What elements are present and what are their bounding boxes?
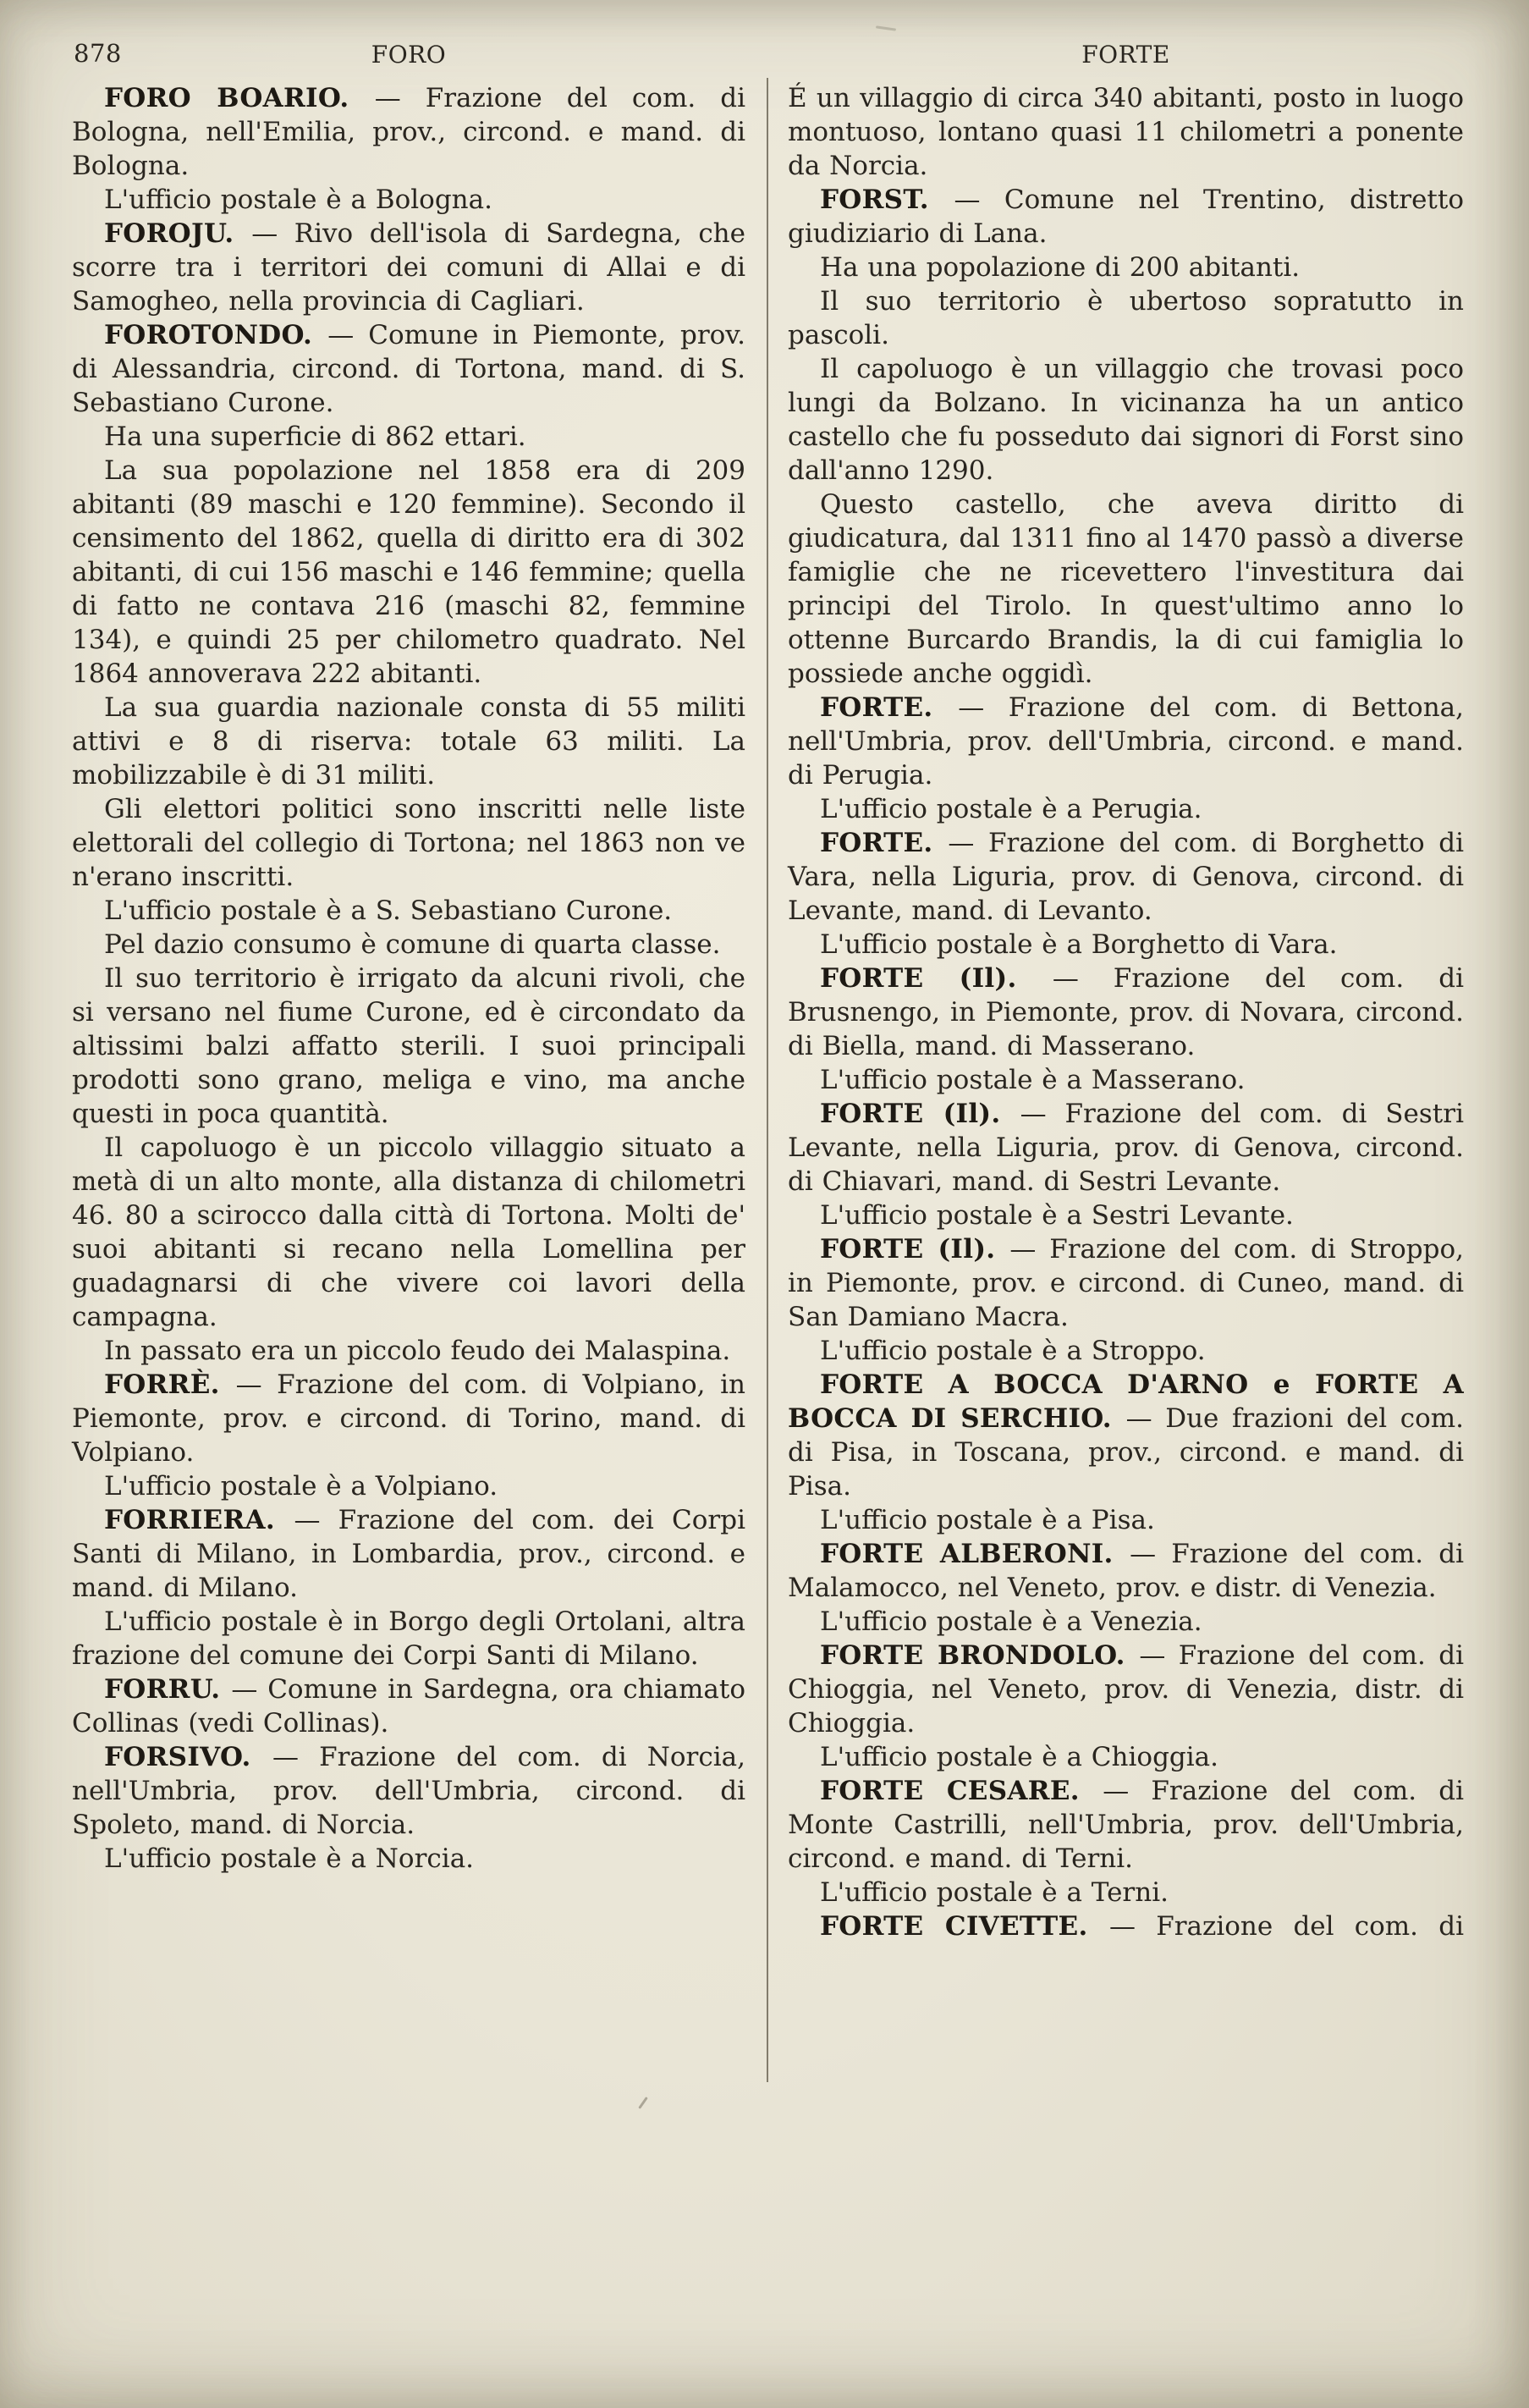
entry-headword: FORTE (Il).: [820, 1234, 1010, 1265]
column-rule: [767, 78, 768, 2082]
entry-paragraph: FORTE (Il). — Frazione del com. di Brusnengo, in Piemonte, prov. di Novara, circond. di Biella, mand. di Masserano.: [788, 963, 1464, 1061]
text-paragraph: In passato era un piccolo feudo dei Malaspina.: [104, 1336, 731, 1366]
text-paragraph: L'ufficio postale è a Masserano.: [820, 1065, 1246, 1095]
entry-headword: FORRÈ.: [104, 1369, 236, 1400]
entry-paragraph: FORTE. — Frazione del com. di Borghetto di Vara, nella Liguria, prov. di Genova, circond. di Levante, mand. di Levanto.: [788, 828, 1464, 926]
running-head-left: FORO: [371, 41, 447, 69]
text-paragraph: Gli elettori politici sono inscritti nelle liste elettorali del collegio di Tortona; nel 1863 non ve n'erano inscritti.: [72, 794, 745, 892]
entry-headword: FORTE A BOCCA D'ARNO e FORTE A BOCCA DI SERCHIO.: [788, 1369, 1464, 1434]
entry-paragraph: FORTE A BOCCA D'ARNO e FORTE A BOCCA DI SERCHIO. — Due frazioni del com. di Pisa, in Toscana, prov., circond. e mand. di Pisa.: [788, 1369, 1465, 1502]
entry-paragraph: FORTE ALBERONI. — Frazione del com. di Malamocco, nel Veneto, prov. e distr. di Venezia.: [788, 1539, 1464, 1603]
running-header: [72, 39, 1464, 71]
entry-paragraph: FORST. — Comune nel Trentino, distretto giudiziario di Lana.: [788, 185, 1465, 249]
text-paragraph: L'ufficio postale è a Pisa.: [820, 1505, 1155, 1535]
entry-paragraph: FORTE. — Frazione del com. di Bettona, nell'Umbria, prov. dell'Umbria, circond. e mand. di Perugia.: [788, 692, 1464, 791]
text-paragraph: La sua guardia nazionale consta di 55 militi attivi e 8 di riserva: totale 63 militi. La mobilizzabile è di 31 militi.: [72, 692, 745, 791]
text-paragraph: L'ufficio postale è a Borghetto di Vara.: [820, 929, 1338, 960]
left-column: [72, 81, 745, 1876]
entry-paragraph: FORTE CIVETTE. — Frazione del com. di: [820, 1911, 1464, 1942]
page-number: 878: [74, 39, 122, 68]
text-paragraph: L'ufficio postale è in Borgo degli Ortolani, altra frazione del comune dei Corpi Santi di Milano.: [72, 1606, 745, 1671]
entry-headword: FORTE.: [820, 828, 949, 858]
text-paragraph: L'ufficio postale è a Sestri Levante.: [820, 1200, 1294, 1231]
entry-headword: FORTE (Il).: [820, 963, 1053, 994]
text-paragraph: L'ufficio postale è a Chioggia.: [820, 1742, 1219, 1772]
text-paragraph: L'ufficio postale è a Terni.: [820, 1877, 1169, 1908]
entry-paragraph: FORRIERA. — Frazione del com. dei Corpi Santi di Milano, in Lombardia, prov., circond. e mand. di Milano.: [72, 1505, 745, 1603]
entry-paragraph: FORRU. — Comune in Sardegna, ora chiamato Collinas (vedi Collinas).: [72, 1674, 745, 1738]
entry-headword: FOROTONDO.: [104, 320, 328, 350]
entry-headword: FORTE.: [820, 692, 959, 723]
text-paragraph: Il capoluogo è un piccolo villaggio situato a metà di un alto monte, alla distanza di chilometri 46. 80 a scirocco dalla città di Tortona. Molti de' suoi abitanti si recano nella Lomellina per guadagnarsi di che vivere coi lavori della campagna.: [72, 1132, 745, 1332]
text-paragraph: É un villaggio di circa 340 abitanti, posto in luogo montuoso, lontano quasi 11 chilometri a ponente da Norcia.: [788, 83, 1464, 181]
text-paragraph: Il suo territorio è irrigato da alcuni rivoli, che si versano nel fiume Curone, ed è circondato da altissimi balzi affatto sterili. I suoi principali prodotti sono grano, meliga e vino, ma anche questi in poca quantità.: [72, 963, 745, 1129]
running-head-right: FORTE: [1081, 41, 1170, 69]
entry-paragraph: FORTE BRONDOLO. — Frazione del com. di Chioggia, nel Veneto, prov. di Venezia, distr. di Chioggia.: [788, 1640, 1464, 1738]
scan-artifact: [638, 2097, 648, 2109]
text-paragraph: L'ufficio postale è a Norcia.: [104, 1843, 475, 1874]
text-paragraph: L'ufficio postale è a Volpiano.: [104, 1471, 498, 1502]
scan-artifact: [876, 25, 896, 30]
entry-paragraph: FOROJU. — Rivo dell'isola di Sardegna, che scorre tra i territori dei comuni di Allai e di Samogheo, nella provincia di Cagliari.: [72, 218, 745, 317]
entry-paragraph: FORTE CESARE. — Frazione del com. di Monte Castrilli, nell'Umbria, prov. dell'Umbria, circond. e mand. di Terni.: [788, 1776, 1464, 1874]
entry-paragraph: FORTE (Il). — Frazione del com. di Sestri Levante, nella Liguria, prov. di Genova, circond. di Chiavari, mand. di Sestri Levante.: [788, 1099, 1464, 1197]
entry-paragraph: FORSIVO. — Frazione del com. di Norcia, nell'Umbria, prov. dell'Umbria, circond. di Spoleto, mand. di Norcia.: [72, 1742, 745, 1840]
text-paragraph: L'ufficio postale è a Venezia.: [820, 1606, 1202, 1637]
text-paragraph: L'ufficio postale è a Stroppo.: [820, 1336, 1206, 1366]
text-paragraph: Il suo territorio è ubertoso sopratutto in pascoli.: [788, 286, 1464, 350]
entry-headword: FORO BOARIO.: [104, 83, 375, 113]
text-paragraph: L'ufficio postale è a Bologna.: [104, 185, 492, 215]
entry-headword: FORRIERA.: [104, 1505, 294, 1535]
text-paragraph: Ha una superficie di 862 ettari.: [104, 422, 526, 452]
text-paragraph: Pel dazio consumo è comune di quarta classe.: [104, 929, 721, 960]
entry-headword: FORTE ALBERONI.: [820, 1539, 1130, 1569]
entry-paragraph: FORRÈ. — Frazione del com. di Volpiano, in Piemonte, prov. e circond. di Torino, mand. di Volpiano.: [72, 1369, 745, 1468]
entry-headword: FORRU.: [104, 1674, 232, 1705]
text-paragraph: L'ufficio postale è a Perugia.: [820, 794, 1202, 824]
entry-headword: FORTE CIVETTE.: [820, 1911, 1110, 1942]
entry-headword: FORST.: [820, 185, 954, 215]
text-paragraph: L'ufficio postale è a S. Sebastiano Curone.: [104, 895, 673, 926]
text-paragraph: Ha una popolazione di 200 abitanti.: [820, 252, 1301, 283]
entry-headword: FOROJU.: [104, 218, 252, 249]
entry-paragraph: FOROTONDO. — Comune in Piemonte, prov. di Alessandria, circond. di Tortona, mand. di S. Sebastiano Curone.: [72, 320, 745, 418]
text-paragraph: La sua popolazione nel 1858 era di 209 abitanti (89 maschi e 120 femmine). Secondo il censimento del 1862, quella di diritto era di 302 abitanti, di cui 156 maschi e 146 femmine; quella di fatto ne contava 216 (maschi 82, femmine 134), e quindi 25 per chilometro quadrato. Nel 1864 annoverava 222 abitanti.: [72, 455, 745, 689]
entry-paragraph: FORO BOARIO. — Frazione del com. di Bologna, nell'Emilia, prov., circond. e mand. di Bologna.: [72, 83, 745, 181]
entry-headword: FORTE BRONDOLO.: [820, 1640, 1140, 1671]
entry-headword: FORTE CESARE.: [820, 1776, 1103, 1806]
right-column: [788, 81, 1464, 1943]
entry-headword: FORSIVO.: [104, 1742, 272, 1772]
text-paragraph: Questo castello, che aveva diritto di giudicatura, dal 1311 fino al 1470 passò a diverse famiglie che ne ricevettero l'investitura dai principi del Tirolo. In quest'ultimo anno lo ottenne Burcardo Brandis, la di cui famiglia lo possiede anche oggidì.: [788, 489, 1464, 689]
entry-paragraph: FORTE (Il). — Frazione del com. di Stroppo, in Piemonte, prov. e circond. di Cuneo, mand. di San Damiano Macra.: [788, 1234, 1464, 1332]
entry-headword: FORTE (Il).: [820, 1099, 1020, 1129]
text-paragraph: Il capoluogo è un villaggio che trovasi poco lungi da Bolzano. In vicinanza ha un antico castello che fu posseduto dai signori di Forst sino dall'anno 1290.: [788, 354, 1464, 486]
